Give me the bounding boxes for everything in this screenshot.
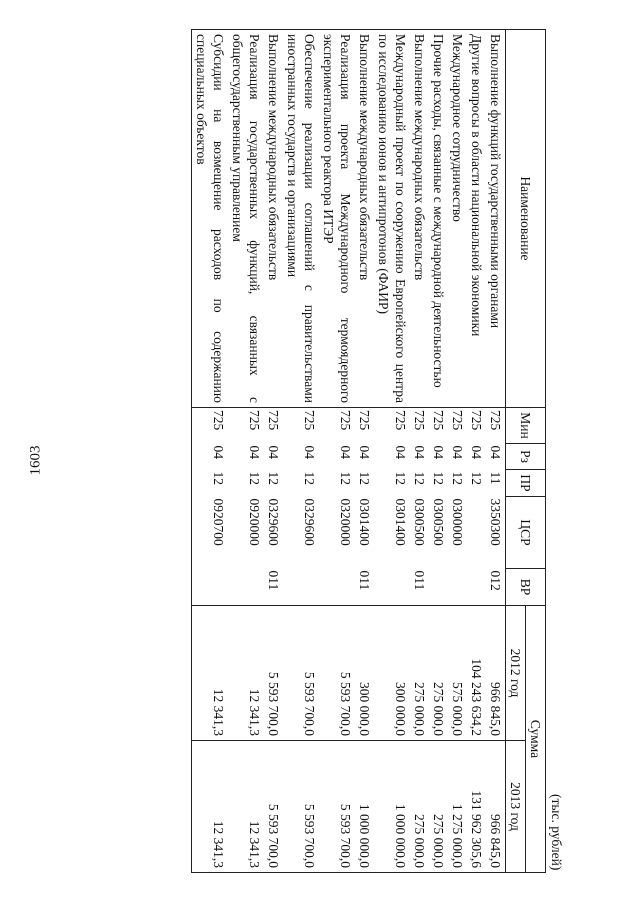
cell-csr: 3350300	[488, 498, 503, 546]
cell-y2012: 104 243 634,2	[467, 606, 486, 741]
cell-rz: 04	[302, 445, 317, 459]
cell-vr	[228, 569, 264, 606]
table-row	[319, 30, 355, 873]
table-row	[264, 30, 283, 873]
cell-name: Международный проект по сооружению Европейского центра по исследованию ионов и антипротонов (ФАИР)	[374, 30, 410, 408]
cell-csr: 0300500	[431, 498, 446, 546]
unit-label: (тыс. рублей)	[549, 794, 564, 871]
cell-vr	[192, 569, 229, 606]
cell-csr: 0301400	[393, 498, 408, 546]
cell-y2013: 5 593 700,0	[319, 741, 355, 873]
cell-min: 725	[467, 408, 486, 444]
cell-csr: 0920700	[192, 497, 229, 569]
cell-rz: 04	[357, 445, 372, 459]
cell-y2013: 5 593 700,0	[264, 741, 283, 873]
cell-y2012: 575 000,0	[448, 606, 467, 741]
cell-min: 725	[448, 408, 467, 444]
cell-min: 725	[264, 408, 283, 444]
cell-min: 725	[486, 408, 506, 444]
cell-y2013: 1 000 000,0	[374, 741, 410, 873]
header-pr: ПР	[506, 470, 546, 497]
budget-table	[191, 29, 546, 873]
cell-pr: 12	[302, 471, 317, 485]
cell-y2012: 5 593 700,0	[283, 606, 319, 741]
cell-vr: 011	[410, 569, 429, 606]
cell-csr: 0920000	[247, 498, 262, 546]
cell-rz: 04	[393, 445, 408, 459]
cell-vr	[429, 569, 448, 606]
table-row	[355, 30, 374, 873]
cell-csr: 0300500	[412, 498, 427, 546]
header-2013: 2013 год	[506, 741, 526, 873]
cell-name: Реализация государственных функций, связанных с общегосударственным управлением	[228, 30, 264, 408]
cell-pr: 12	[192, 470, 229, 497]
cell-name: Международное сотрудничество	[448, 30, 467, 408]
cell-csr: 0320000	[338, 498, 353, 546]
cell-pr: 12	[266, 471, 281, 485]
header-name: Наименование	[506, 30, 546, 408]
cell-y2013: 966 845,0	[486, 741, 506, 873]
cell-y2013: 275 000,0	[410, 741, 429, 873]
cell-y2012: 12 341,3	[228, 606, 264, 741]
table-body	[192, 30, 506, 873]
cell-min: 725	[319, 408, 355, 444]
table-row	[429, 30, 448, 873]
cell-pr: 12	[357, 471, 372, 485]
cell-vr	[467, 569, 486, 606]
cell-pr: 12	[431, 471, 446, 485]
cell-y2012: 275 000,0	[410, 606, 429, 741]
cell-name: Выполнение международных обязательств	[410, 30, 429, 408]
cell-y2013: 5 593 700,0	[283, 741, 319, 873]
table-row	[374, 30, 410, 873]
cell-pr: 11	[488, 471, 503, 485]
cell-y2013: 12 341,3	[192, 741, 229, 873]
table-row	[448, 30, 467, 873]
cell-y2012: 12 341,3	[192, 606, 229, 741]
cell-rz: 04	[450, 445, 465, 459]
cell-y2013: 131 962 305,6	[467, 741, 486, 873]
cell-csr	[467, 497, 486, 569]
cell-y2012: 5 593 700,0	[264, 606, 283, 741]
table-row	[467, 30, 486, 873]
cell-rz: 04	[266, 445, 281, 459]
cell-vr	[374, 569, 410, 606]
cell-name: Реализация проекта Международного термоядерного экспериментального реактора ИТЭР	[319, 30, 355, 408]
cell-y2012: 300 000,0	[374, 606, 410, 741]
cell-rz: 04	[192, 444, 229, 470]
cell-y2012: 5 593 700,0	[319, 606, 355, 741]
header-sum: Сумма	[526, 606, 546, 873]
cell-min: 725	[374, 408, 410, 444]
cell-y2012: 275 000,0	[429, 606, 448, 741]
cell-csr: 0329600	[302, 498, 317, 546]
cell-pr: 12	[338, 471, 353, 485]
cell-pr: 12	[393, 471, 408, 485]
cell-rz: 04	[412, 445, 427, 459]
cell-name: Выполнение функций государственными органами	[486, 30, 506, 408]
cell-vr: 012	[486, 569, 506, 606]
cell-csr: 0301400	[357, 498, 372, 546]
cell-name: Субсидии на возмещение расходов по содержанию специальных объектов	[192, 30, 229, 408]
cell-y2013: 275 000,0	[429, 741, 448, 873]
cell-rz: 04	[488, 445, 503, 459]
cell-vr: 011	[355, 569, 374, 606]
cell-pr: 12	[469, 471, 484, 485]
cell-name: Выполнение международных обязательств	[355, 30, 374, 408]
cell-rz: 04	[247, 445, 262, 459]
cell-vr	[319, 569, 355, 606]
cell-y2013: 1 275 000,0	[448, 741, 467, 873]
cell-rz: 04	[338, 445, 353, 459]
cell-y2013: 12 341,3	[228, 741, 264, 873]
cell-vr: 011	[264, 569, 283, 606]
cell-name: Обеспечение реализации соглашений с правительствами иностранных государств и организациями	[283, 30, 319, 408]
cell-pr: 12	[412, 471, 427, 485]
table-row	[283, 30, 319, 873]
page-number: 1603	[27, 445, 44, 476]
cell-name: Выполнение международных обязательств	[264, 30, 283, 408]
cell-name: Другие вопросы в области национальной экономики	[467, 30, 486, 408]
cell-y2012: 300 000,0	[355, 606, 374, 741]
header-csr: ЦСР	[506, 497, 546, 569]
cell-min: 725	[192, 408, 229, 444]
cell-csr: 0329600	[266, 498, 281, 546]
cell-min: 725	[410, 408, 429, 444]
header-2012: 2012 год	[506, 606, 526, 741]
cell-min: 725	[228, 408, 264, 444]
cell-pr: 12	[247, 471, 262, 485]
table-row	[228, 30, 264, 873]
cell-csr: 0300000	[450, 498, 465, 546]
table-row	[486, 30, 506, 873]
cell-min: 725	[283, 408, 319, 444]
cell-vr	[448, 569, 467, 606]
cell-name: Прочие расходы, связанные с международной деятельностью	[429, 30, 448, 408]
cell-rz: 04	[469, 445, 484, 459]
cell-y2013: 1 000 000,0	[355, 741, 374, 873]
cell-min: 725	[429, 408, 448, 444]
table-row	[192, 30, 229, 873]
header-min: Мин	[506, 408, 546, 444]
cell-rz: 04	[431, 445, 446, 459]
table-row	[410, 30, 429, 873]
cell-pr: 12	[450, 471, 465, 485]
header-rz: Рз	[506, 444, 546, 470]
header-vr: ВР	[506, 569, 546, 606]
cell-vr	[283, 569, 319, 606]
cell-y2012: 966 845,0	[486, 606, 506, 741]
cell-min: 725	[355, 408, 374, 444]
